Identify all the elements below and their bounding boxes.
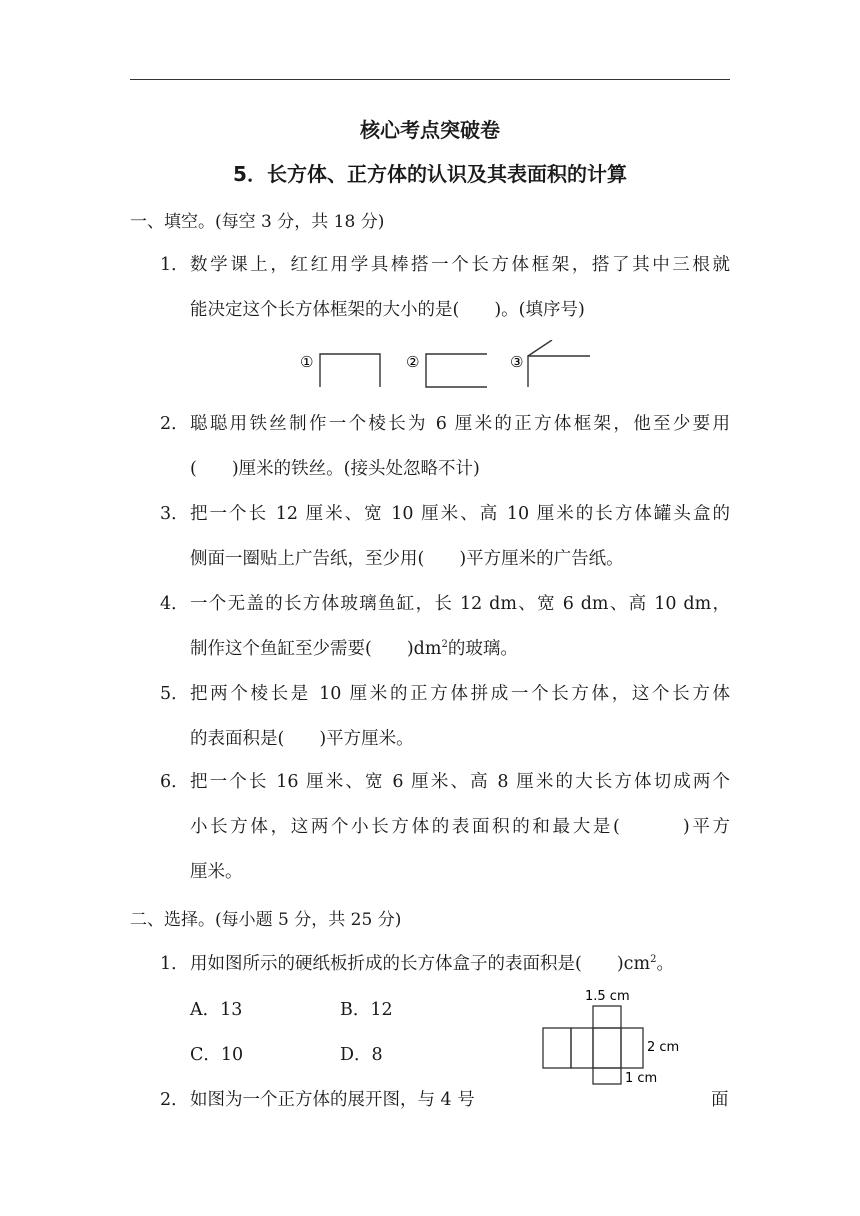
frame-options-figure [290,340,600,396]
question-number: 1． [160,954,189,974]
question-text: 侧面一圈贴上广告纸，至少用( )平方厘米的广告纸。 [190,549,624,569]
question-text: 制作这个鱼缸至少需要( )$dm^2$的玻璃。 [190,639,518,659]
net-face-top [593,1006,621,1028]
option-a[interactable]: A．13 [190,1000,243,1020]
frame-shape-2 [426,354,487,387]
box-net-figure [535,985,695,1090]
question-text: 数学课上，红红用学具棒搭一个长方体框架，搭了其中三根就 [190,255,730,275]
question-number: 6． [160,772,189,792]
option-d[interactable]: D．8 [340,1045,383,1065]
dimension-label: 1.5 cm [585,989,630,1004]
option-b[interactable]: B．12 [340,1000,393,1020]
question-number: 5． [160,684,189,704]
net-face-right [621,1028,643,1068]
dimension-label: 1 cm [625,1071,658,1086]
frame-shape-3-depth [528,340,552,356]
section-heading-fill-in: 一、填空。(每空 3 分，共 18 分) [130,212,385,232]
question-text: 聪聪用铁丝制作一个棱长为 6 厘米的正方体框架，他至少要用 [190,414,730,434]
figure-label: ③ [510,353,524,371]
net-face-side [571,1028,593,1068]
question-number: 3． [160,504,189,524]
net-face-front [593,1028,621,1068]
net-face-left [543,1028,571,1068]
question-number: 2． [160,414,189,434]
page-title: 核心考点突破卷 [360,118,500,142]
question-text: 如图为一个正方体的展开图，与 4 号 [190,1090,475,1110]
figure-label: ② [406,353,420,371]
question-text: 用如图所示的硬纸板折成的长方体盒子的表面积是( )$cm^2$。 [190,954,674,974]
question-text: 能决定这个长方体框架的大小的是( )。(填序号) [190,300,585,320]
question-text: 的表面积是( )平方厘米。 [190,729,414,749]
question-text: 把一个长 16 厘米、宽 6 厘米、高 8 厘米的大长方体切成两个 [190,772,730,792]
question-text: 一个无盖的长方体玻璃鱼缸，长 12 dm、宽 6 dm、高 10 dm， [190,594,730,614]
page-subtitle: 5．长方体、正方体的认识及其表面积的计算 [233,162,627,186]
header-rule [130,79,730,80]
question-text: 把两个棱长是 10 厘米的正方体拼成一个长方体，这个长方体 [190,684,730,704]
question-number: 1． [160,255,189,275]
question-text: ( )厘米的铁丝。(接头处忽略不计) [190,459,480,479]
section-heading-choice: 二、选择。(每小题 5 分，共 25 分) [130,910,402,930]
option-c[interactable]: C．10 [190,1045,244,1065]
frame-shape-1 [320,354,380,387]
question-number: 4． [160,594,189,614]
question-number: 2． [160,1090,189,1110]
question-text: 厘米。 [190,862,243,882]
figure-label: ① [300,353,314,371]
frame-shape-3 [528,356,590,387]
question-text: 小长方体，这两个小长方体的表面积的和最大是( )平方 [190,817,730,837]
question-text-tail: 面 [711,1090,729,1110]
question-text: 把一个长 12 厘米、宽 10 厘米、高 10 厘米的长方体罐头盒的 [190,504,730,524]
dimension-label: 2 cm [647,1040,680,1055]
net-face-bottom [593,1068,621,1084]
